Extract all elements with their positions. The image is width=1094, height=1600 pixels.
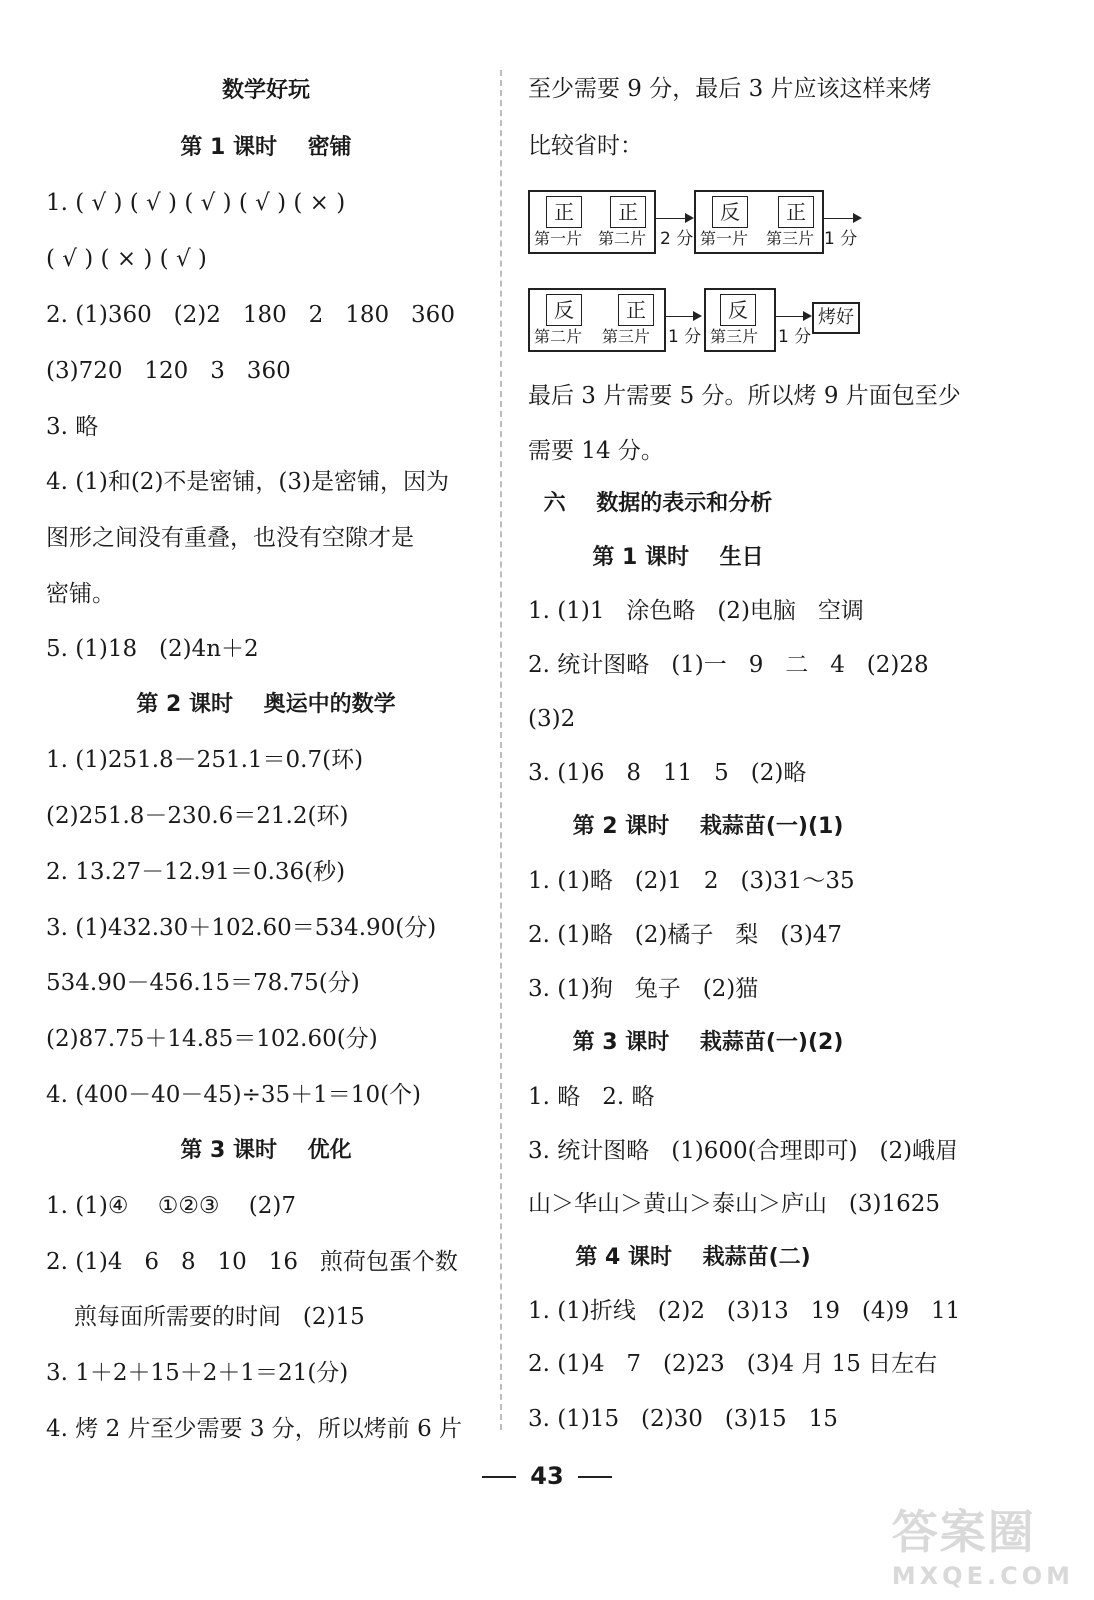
answer-line: 1. (1)1 涂色略 (2)电脑 空调 xyxy=(528,598,864,624)
answer-line: 2. (1)略 (2)橘子 梨 (3)47 xyxy=(528,922,843,948)
unit-title: 六 数据的表示和分析 xyxy=(543,491,773,516)
answer-line: 5. (1)18 (2)4n＋2 xyxy=(46,636,259,662)
slice-label: 第一片 xyxy=(534,229,583,248)
dash-right xyxy=(578,1476,612,1478)
slice-label: 第三片 xyxy=(710,327,759,346)
answer-line: 3. (1)432.30＋102.60＝534.90(分) xyxy=(46,915,437,941)
side-label: 正 xyxy=(618,294,654,326)
toast-step-box xyxy=(528,190,656,254)
slice-label: 第一片 xyxy=(700,229,749,248)
answer-line: 2. 统计图略 (1)一 9 二 4 (2)28 xyxy=(528,652,929,678)
answer-line: 比较省时： xyxy=(528,133,643,159)
side-label: 正 xyxy=(778,196,814,228)
lesson-heading: 第 2 课时 栽蒜苗(一)(1) xyxy=(572,814,844,839)
lesson-heading: 第 1 课时 密铺 xyxy=(180,135,352,160)
side-label: 反 xyxy=(546,294,582,326)
watermark-text: 答案圈 xyxy=(891,1505,1036,1559)
answer-line: 1. (1)251.8－251.1＝0.7(环) xyxy=(46,747,364,773)
dash-left xyxy=(482,1476,516,1478)
answer-line: 1. (1)略 (2)1 2 (3)31～35 xyxy=(528,868,855,894)
answer-line: (2)87.75＋14.85＝102.60(分) xyxy=(46,1026,378,1052)
answer-line: 3. 1＋2＋15＋2＋1＝21(分) xyxy=(46,1360,349,1386)
answer-line: 最后 3 片需要 5 分。所以烤 9 片面包至少 xyxy=(528,383,961,409)
answer-line: 3. 略 xyxy=(46,414,99,440)
toast-flow-row-1 xyxy=(528,190,978,254)
time-label: 2 分 xyxy=(660,229,694,249)
answer-line: (2)251.8－230.6＝21.2(环) xyxy=(46,803,349,829)
answer-line: 3. (1)15 (2)30 (3)15 15 xyxy=(528,1406,838,1432)
column-divider xyxy=(500,70,502,1430)
answer-line: 3. (1)狗 兔子 (2)猫 xyxy=(528,976,759,1002)
arrow-icon xyxy=(666,316,700,317)
answer-line: 1. (1)折线 (2)2 (3)13 19 (4)9 11 xyxy=(528,1298,961,1324)
answer-line: 山＞华山＞黄山＞泰山＞庐山 (3)1625 xyxy=(528,1191,941,1217)
answer-line: 煎每面所需要的时间 (2)15 xyxy=(74,1304,365,1330)
side-label: 反 xyxy=(720,294,756,326)
answer-line: 2. (1)4 7 (2)23 (3)4 月 15 日左右 xyxy=(528,1351,938,1377)
watermark-url: MXQE.COM xyxy=(891,1562,1074,1590)
page-number xyxy=(0,1462,1094,1490)
side-label: 正 xyxy=(546,196,582,228)
answer-line: ( √ ) ( × ) ( √ ) xyxy=(46,246,207,272)
time-label: 1 分 xyxy=(778,327,812,347)
watermark-logo xyxy=(892,1496,1074,1590)
slice-label: 第二片 xyxy=(534,327,583,346)
toast-step-box xyxy=(704,288,776,352)
answer-line: 4. (400－40－45)÷35＋1＝10(个) xyxy=(46,1082,422,1108)
arrow-icon xyxy=(824,218,860,219)
answer-line: 2. (1)360 (2)2 180 2 180 360 xyxy=(46,302,455,328)
answer-line: 至少需要 9 分，最后 3 片应该这样来烤 xyxy=(528,76,932,102)
arrow-icon xyxy=(776,316,810,317)
answer-line: 1. ( √ ) ( √ ) ( √ ) ( √ ) ( × ) xyxy=(46,190,346,216)
answer-line: 4. 烤 2 片至少需要 3 分，所以烤前 6 片 xyxy=(46,1416,463,1442)
slice-label: 第三片 xyxy=(602,327,651,346)
answer-line: 4. (1)和(2)不是密铺，(3)是密铺，因为 xyxy=(46,469,449,495)
answer-line: 2. (1)4 6 8 10 16 煎荷包蛋个数 xyxy=(46,1249,458,1275)
slice-label: 第二片 xyxy=(598,229,647,248)
answer-line: 1. (1)④ ①②③ (2)7 xyxy=(46,1193,297,1219)
answer-line: 534.90－456.15＝78.75(分) xyxy=(46,970,360,996)
time-label: 1 分 xyxy=(668,327,702,347)
answer-line: 3. (1)6 8 11 5 (2)略 xyxy=(528,760,807,786)
arrow-icon xyxy=(656,218,692,219)
lesson-heading: 第 3 课时 优化 xyxy=(180,1138,352,1163)
answer-line: 图形之间没有重叠，也没有空隙才是 xyxy=(46,525,414,551)
slice-label: 第三片 xyxy=(766,229,815,248)
toast-flow-row-2 xyxy=(528,288,978,352)
page-number-text: 43 xyxy=(530,1462,564,1490)
lesson-heading: 第 1 课时 生日 xyxy=(592,545,764,570)
result-box: 烤好 xyxy=(812,302,860,334)
section-title: 数学好玩 xyxy=(221,78,310,103)
answer-line: 1. 略 2. 略 xyxy=(528,1084,655,1110)
lesson-heading: 第 2 课时 奥运中的数学 xyxy=(136,692,396,717)
answer-line: 3. 统计图略 (1)600(合理即可) (2)峨眉 xyxy=(528,1138,959,1164)
side-label: 反 xyxy=(712,196,748,228)
answer-line: (3)720 120 3 360 xyxy=(46,358,291,384)
answer-line: 2. 13.27－12.91＝0.36(秒) xyxy=(46,859,346,885)
answer-line: 需要 14 分。 xyxy=(528,438,664,464)
answer-line: 密铺。 xyxy=(46,581,115,607)
lesson-heading: 第 3 课时 栽蒜苗(一)(2) xyxy=(572,1030,844,1055)
toast-step-box xyxy=(528,288,666,352)
toast-step-box xyxy=(694,190,824,254)
lesson-heading: 第 4 课时 栽蒜苗(二) xyxy=(575,1245,811,1270)
answer-line: (3)2 xyxy=(528,706,576,732)
time-label: 1 分 xyxy=(824,229,858,249)
side-label: 正 xyxy=(610,196,646,228)
